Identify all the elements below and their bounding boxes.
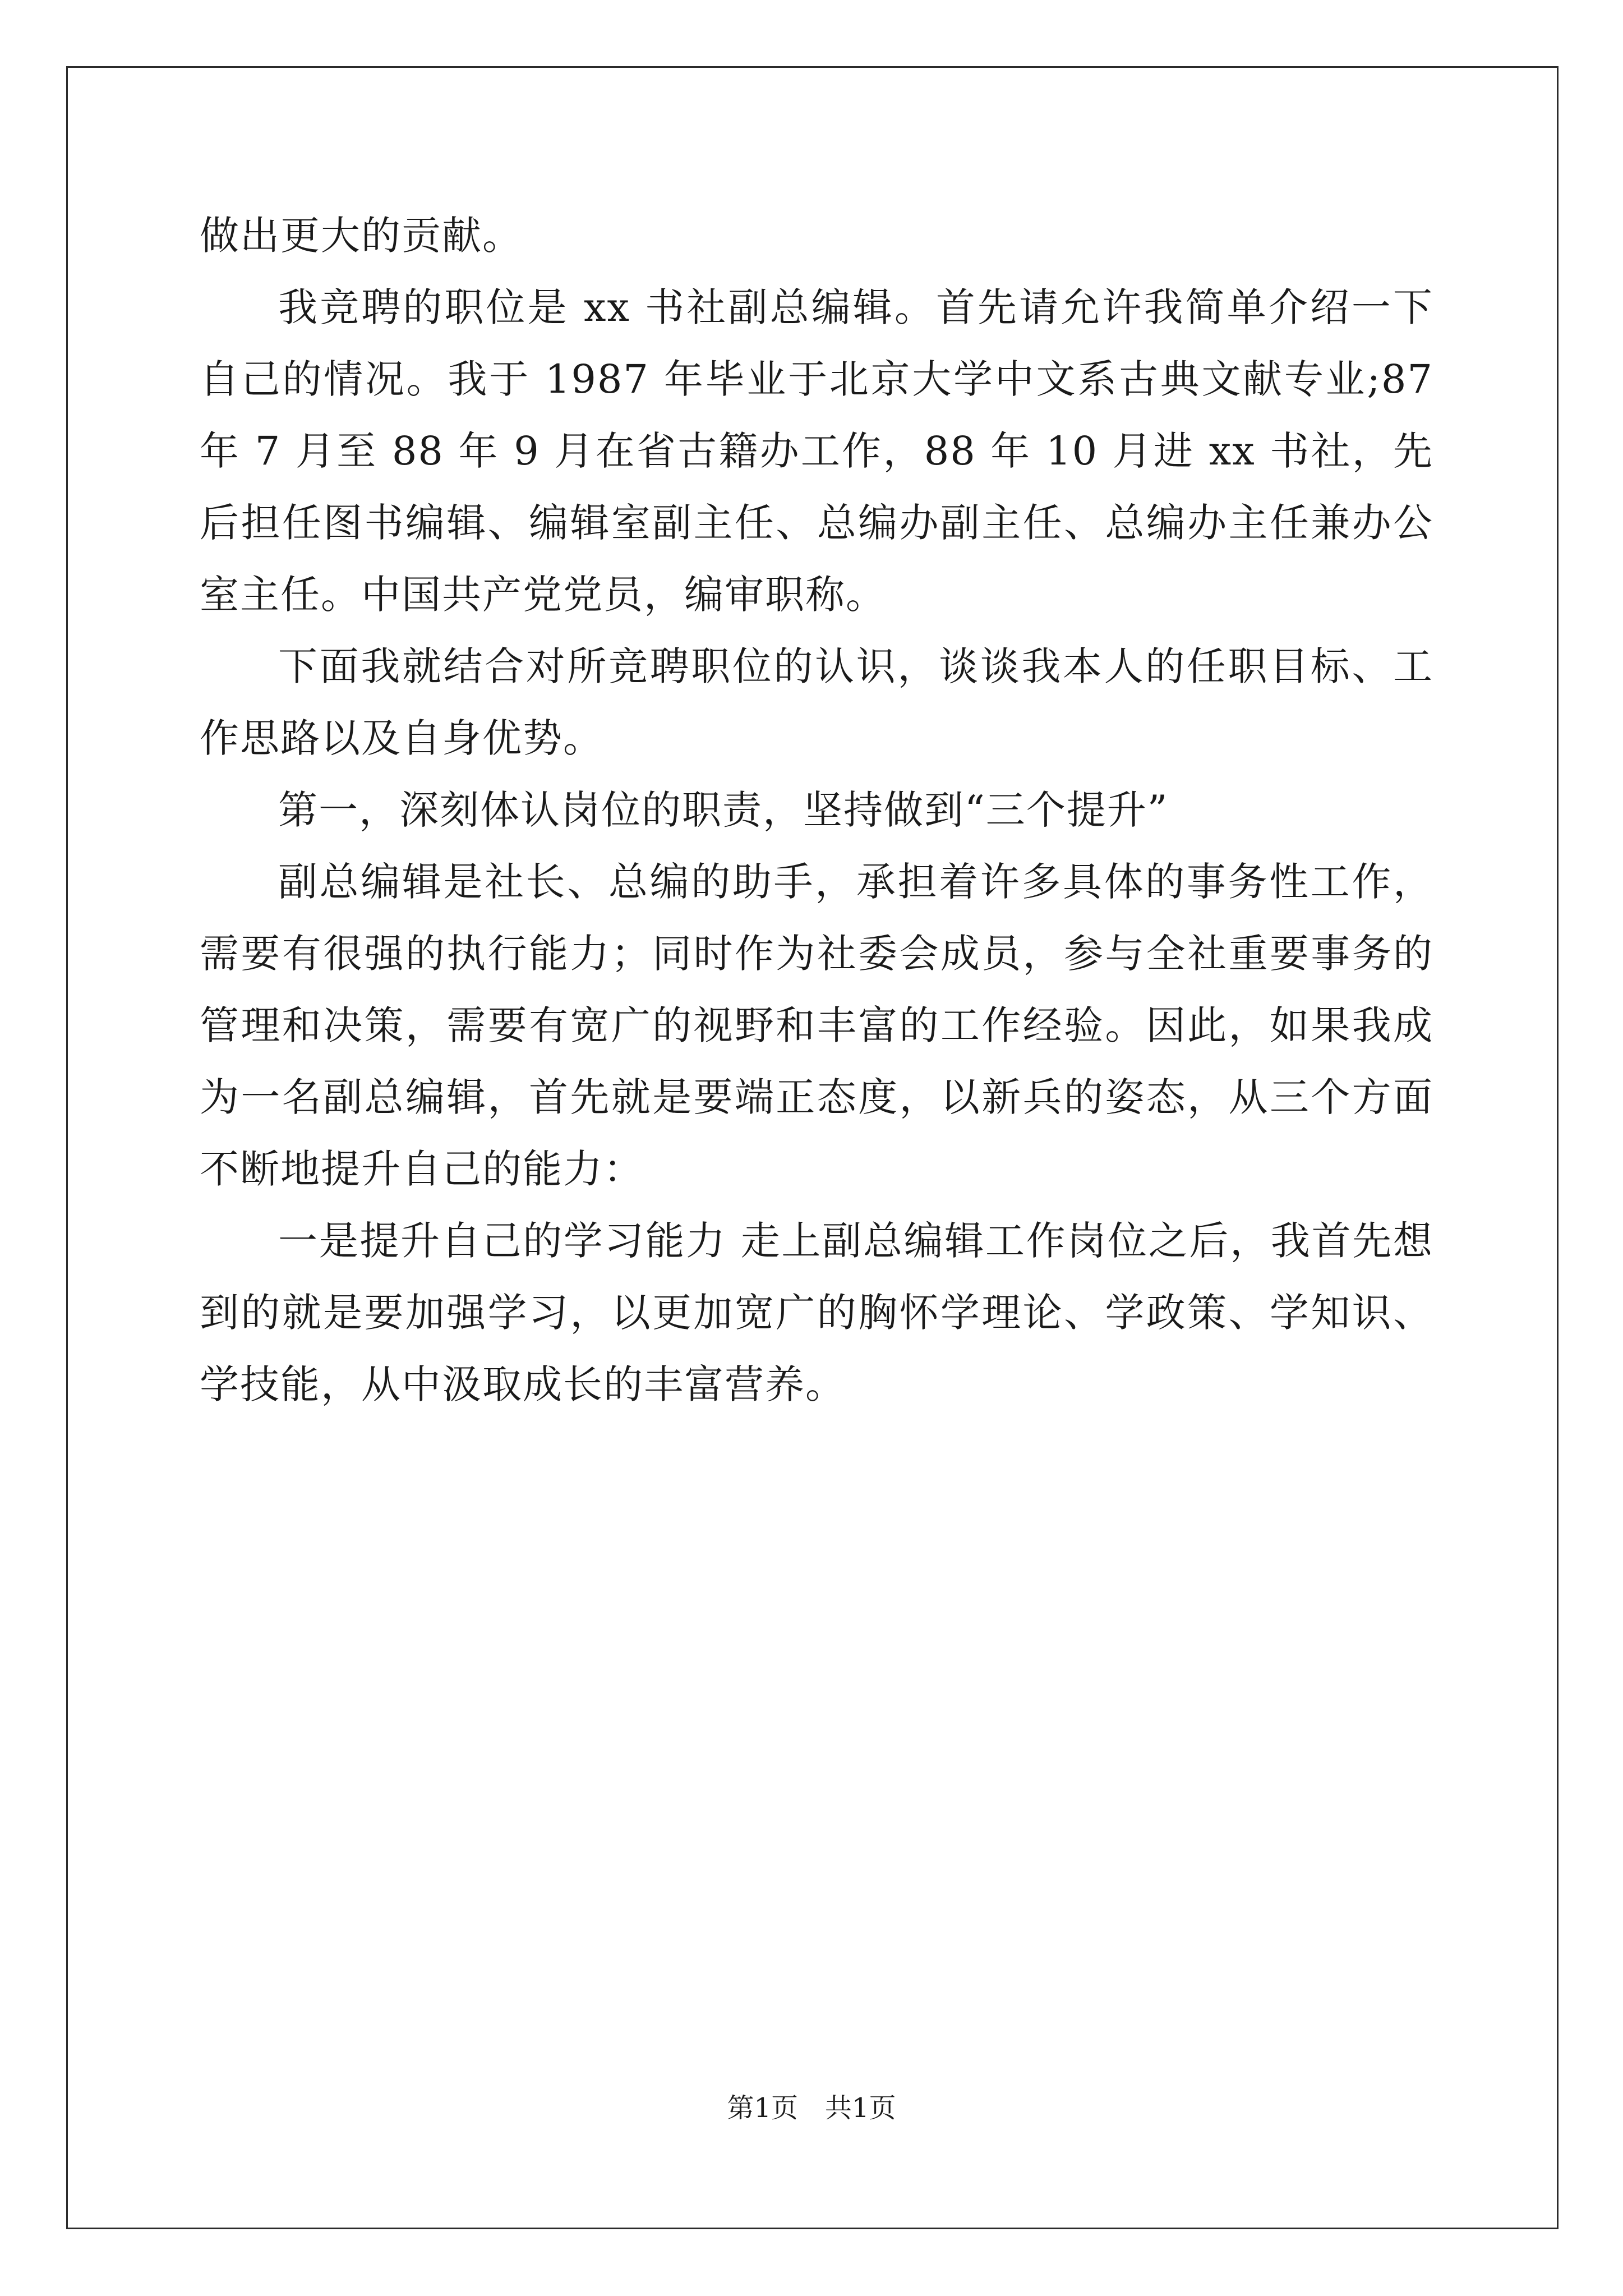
paragraph-1: 做出更大的贡献。 <box>200 213 523 259</box>
page-number: 第1页 <box>727 2092 798 2124</box>
paragraph-3: 下面我就结合对所竞聘职位的认识，谈谈我本人的任职目标、工作思路以及自身优势。 <box>200 643 1433 761</box>
paragraph-5: 副总编辑是社长、总编的助手，承担着许多具体的事务性工作，需要有很强的执行能力；同时作为社委会成员，参与全社重要事务的管理和决策，需要有宽广的视野和丰富的工作经验。因此，如果我成为一名副总编辑，首先就是要端正态度，以新兵的姿态，从三个方面不断地提升自己的能力： <box>200 859 1433 1192</box>
paragraph-4: 第一，深刻体认岗位的职责，坚持做到“三个提升” <box>278 787 1169 833</box>
page-total: 共1页 <box>825 2092 896 2124</box>
paragraph-2: 我竞聘的职位是 xx 书社副总编辑。首先请允许我简单介绍一下自己的情况。我于 1987 年毕业于北京大学中文系古典文献专业;87 年 7 月至 88 年 9 月在省古籍办工作，88 年 10 月进 xx 书社，先后担任图书编辑、编辑室副主任、总编办副主任、总编办主任兼办公室主任。中国共产党党员，编审职称。 <box>200 284 1433 618</box>
paragraph-6: 一是提升自己的学习能力 走上副总编辑工作岗位之后，我首先想到的就是要加强学习，以更加宽广的胸怀学理论、学政策、学知识、学技能，从中汲取成长的丰富营养。 <box>200 1218 1433 1407</box>
document-body <box>200 200 1433 1420</box>
page-footer <box>0 2091 1623 2125</box>
